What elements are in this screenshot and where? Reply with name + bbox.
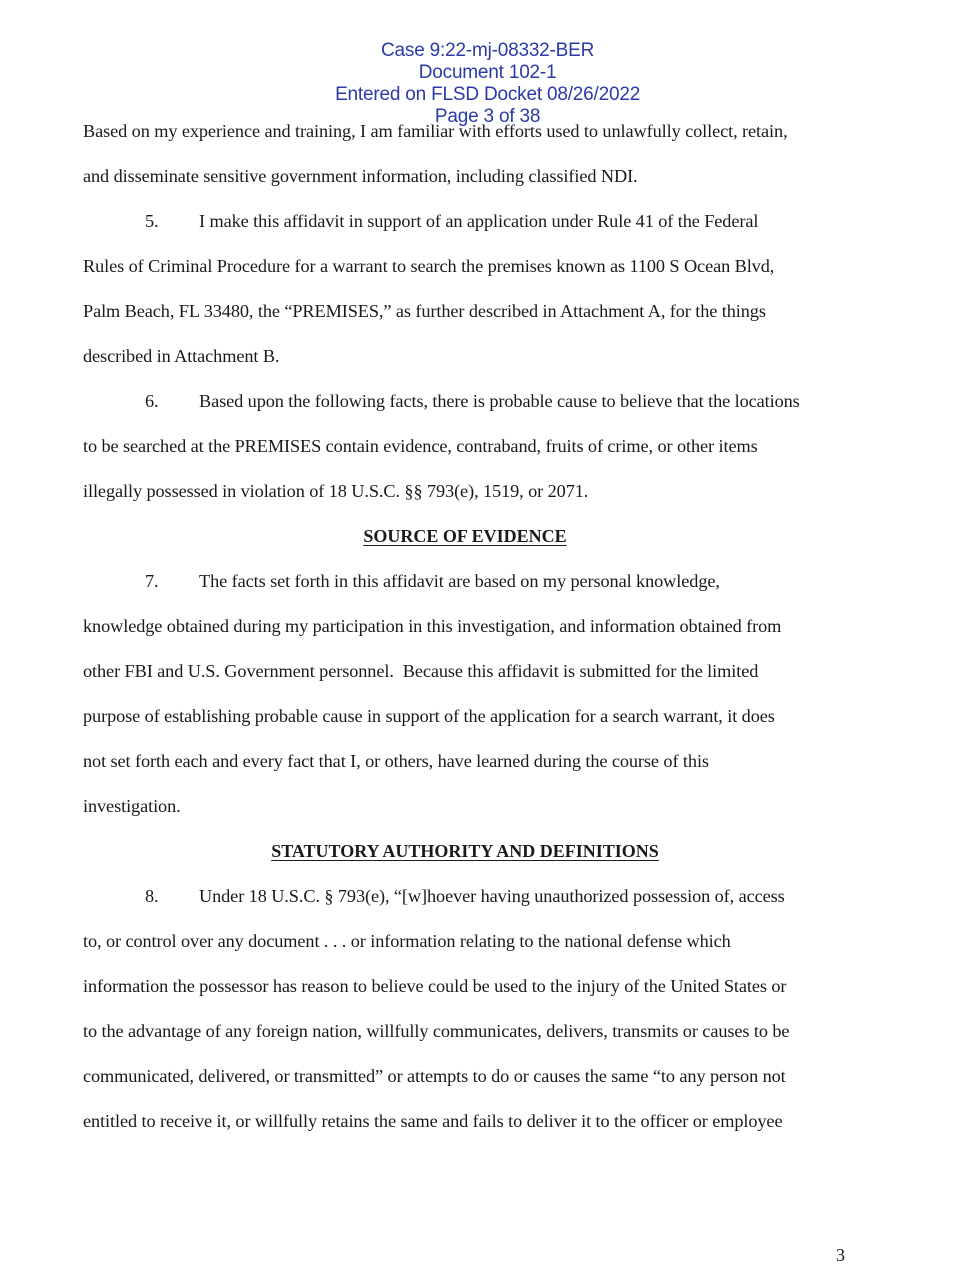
paragraph-number: 7. bbox=[145, 571, 159, 591]
body-text-line bbox=[83, 254, 774, 278]
body-text-line bbox=[83, 299, 766, 323]
body-text-line bbox=[83, 794, 181, 818]
line-text: described in Attachment B. bbox=[83, 346, 280, 366]
docket-header bbox=[0, 18, 965, 128]
line-text: communicated, delivered, or transmitted” or attempts to do or causes the same “to any person not bbox=[83, 1066, 786, 1086]
body-text-line bbox=[83, 974, 786, 998]
body-text-line bbox=[83, 119, 788, 143]
line-text: Rules of Criminal Procedure for a warrant to search the premises known as 1100 S Ocean Blvd, bbox=[83, 256, 775, 276]
body-text-line bbox=[83, 1019, 789, 1043]
line-text: Palm Beach, FL 33480, the “PREMISES,” as further described in Attachment A, for the things bbox=[83, 301, 766, 321]
case-number: Case 9:22-mj-08332-BER bbox=[381, 40, 595, 61]
body-text-line bbox=[83, 614, 781, 638]
body-text-line bbox=[83, 929, 731, 953]
line-text: I make this affidavit in support of an application under Rule 41 of the Federal bbox=[199, 211, 759, 231]
body-text-line bbox=[83, 1064, 786, 1088]
line-text: and disseminate sensitive government information, including classified NDI. bbox=[83, 166, 638, 186]
page-number: 3 bbox=[836, 1245, 845, 1265]
document-number: Document 102-1 bbox=[418, 62, 557, 83]
line-text: investigation. bbox=[83, 796, 181, 816]
page-indicator: Page 3 of 38 bbox=[434, 106, 541, 127]
line-text: The facts set forth in this affidavit are based on my personal knowledge, bbox=[199, 571, 720, 591]
line-text: information the possessor has reason to believe could be used to the injury of the United States or bbox=[83, 976, 787, 996]
line-text: Based upon the following facts, there is probable cause to believe that the locations bbox=[199, 391, 800, 411]
body-text-line bbox=[83, 344, 279, 368]
line-text: knowledge obtained during my participation in this investigation, and information obtained from bbox=[83, 616, 782, 636]
line-text: illegally possessed in violation of 18 U.S.C. §§ 793(e), 1519, or 2071. bbox=[83, 481, 589, 501]
body-text-line bbox=[83, 659, 758, 683]
paragraph-number: 8. bbox=[145, 886, 159, 906]
paragraph-start-line bbox=[83, 884, 785, 908]
body-text-line bbox=[83, 1109, 782, 1133]
line-text: to, or control over any document . . . or information relating to the national defense which bbox=[83, 931, 731, 951]
body-text-line bbox=[83, 704, 775, 728]
line-text: not set forth each and every fact that I, or others, have learned during the course of this bbox=[83, 751, 709, 771]
line-text: to be searched at the PREMISES contain evidence, contraband, fruits of crime, or other items bbox=[83, 436, 758, 456]
line-text: entitled to receive it, or willfully retains the same and fails to deliver it to the officer or employee bbox=[83, 1111, 783, 1131]
docket-entry-date: Entered on FLSD Docket 08/26/2022 bbox=[335, 84, 641, 105]
paragraph-start-line bbox=[83, 209, 758, 233]
line-text: Under 18 U.S.C. § 793(e), “[w]hoever having unauthorized possession of, access bbox=[199, 886, 785, 906]
line-text: other FBI and U.S. Government personnel. Because this affidavit is submitted for the limited bbox=[83, 661, 759, 681]
line-text: Based on my experience and training, I am familiar with efforts used to unlawfully collect, retain, bbox=[83, 121, 788, 141]
paragraph-start-line bbox=[83, 389, 800, 413]
line-text: purpose of establishing probable cause in support of the application for a search warrant, it does bbox=[83, 706, 775, 726]
section-heading: SOURCE OF EVIDENCE bbox=[363, 526, 567, 546]
paragraph-start-line bbox=[83, 569, 720, 593]
line-text: to the advantage of any foreign nation, willfully communicates, delivers, transmits or causes to be bbox=[83, 1021, 790, 1041]
body-text-line bbox=[83, 479, 588, 503]
body-text-line bbox=[83, 164, 638, 188]
paragraph-number: 6. bbox=[145, 391, 159, 411]
body-text-line bbox=[83, 434, 758, 458]
body-text-line bbox=[83, 749, 709, 773]
section-heading: STATUTORY AUTHORITY AND DEFINITIONS bbox=[271, 841, 659, 861]
paragraph-number: 5. bbox=[145, 211, 159, 231]
